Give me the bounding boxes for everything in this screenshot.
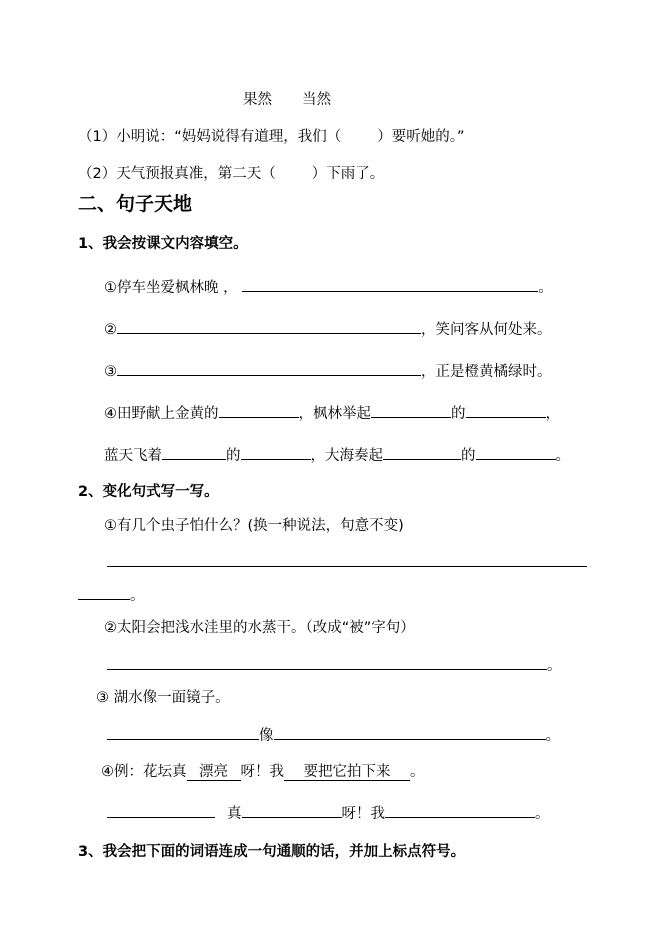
fill-blank[interactable] (107, 724, 259, 740)
line-4-b: ，枫林举起 (298, 406, 371, 422)
fill-blank[interactable] (241, 444, 311, 460)
item-1-line-1 (104, 276, 553, 298)
word-guoran: 果然 (243, 92, 272, 108)
fill-blank[interactable] (274, 724, 546, 740)
fill-blank[interactable] (117, 318, 421, 334)
line-5-b: 的 (226, 448, 241, 464)
fill-blank[interactable] (383, 444, 461, 460)
fill-a: 真 (227, 806, 242, 822)
example-a: ④例：花坛真 (101, 764, 187, 780)
item-1-line-4 (104, 402, 560, 424)
fill-blank[interactable] (371, 402, 451, 418)
item-2-sentence-2-answer (107, 654, 562, 676)
fill-blank[interactable] (117, 360, 421, 376)
item-2-sentence-4-example (101, 762, 425, 782)
fill-blank[interactable] (78, 584, 130, 600)
line-2-start: ② (104, 322, 117, 338)
line-4-a: ④田野献上金黄的 (104, 406, 219, 422)
example-word-1: 漂亮 (187, 764, 241, 781)
word-dangran: 当然 (302, 92, 331, 108)
line-5-d: 的 (461, 448, 476, 464)
fill-blank[interactable] (242, 276, 538, 292)
fill-blank[interactable] (107, 654, 547, 670)
line-3-start: ③ (104, 364, 117, 380)
section-title: 二、句子天地 (78, 193, 193, 215)
fill-blank[interactable] (162, 444, 226, 460)
line-4-d: ， (545, 406, 560, 422)
fill-blank[interactable] (385, 802, 535, 818)
fill-blank[interactable] (466, 402, 546, 418)
question-2-end: ）下雨了。 (311, 166, 385, 182)
item-2-title: 2、变化句式写一写。 (78, 484, 219, 500)
sentence-1-end: 。 (130, 588, 145, 604)
item-1-line-2 (104, 318, 552, 340)
question-2 (78, 164, 384, 184)
item-2-sentence-2: ②太阳会把浅水洼里的水蒸干。（改成“被”字句） (104, 620, 415, 636)
line-5-e: 。 (555, 448, 570, 464)
answer-line[interactable] (107, 566, 587, 567)
example-c: 。 (410, 764, 425, 780)
item-2-sentence-1-answer (78, 584, 145, 606)
item-1-line-3 (104, 360, 552, 382)
item-1-title: 1、我会按课文内容填空。 (78, 236, 248, 252)
line-2-end: ，笑问客从何处来。 (421, 322, 552, 338)
question-2-text: （2）天气预报真准，第二天（ (78, 166, 276, 182)
item-1-line-5 (104, 444, 570, 466)
question-1-text: （1）小明说：“妈妈说得有道理，我们（ (78, 129, 342, 145)
line-5-a: 蓝天飞着 (104, 448, 162, 464)
line-4-c: 的 (451, 406, 466, 422)
line-5-c: ，大海奏起 (310, 448, 383, 464)
item-2-sentence-3-answer (107, 724, 560, 746)
question-1 (78, 127, 465, 147)
sentence-3-end: 。 (545, 728, 560, 744)
fill-blank[interactable] (107, 802, 215, 818)
item-2-sentence-1: ①有几个虫子怕什么？(换一种说法，句意不变) (104, 518, 404, 534)
fill-blank[interactable] (476, 444, 556, 460)
example-word-2: 要把它拍下来 (284, 764, 410, 781)
line-1-end: 。 (538, 280, 553, 296)
fill-b: 呀！我 (341, 806, 385, 822)
line-1-text: ①停车坐爱枫林晚 ， (104, 280, 238, 296)
item-2-sentence-4-answer (107, 802, 550, 824)
question-1-end: ）要听她的。” (377, 129, 465, 145)
fill-c: 。 (535, 806, 550, 822)
item-3-title: 3、我会把下面的词语连成一句通顺的话，并加上标点符号。 (78, 844, 466, 860)
sentence-2-end: 。 (547, 658, 562, 674)
fill-blank[interactable] (219, 402, 299, 418)
item-2-sentence-3: ③ 湖水像一面镜子。 (96, 690, 230, 706)
example-b: 呀！我 (240, 764, 284, 780)
word-pair (243, 90, 331, 110)
sentence-3-mid: 像 (259, 728, 274, 744)
fill-blank[interactable] (242, 802, 342, 818)
line-3-end: ，正是橙黄橘绿时。 (421, 364, 552, 380)
